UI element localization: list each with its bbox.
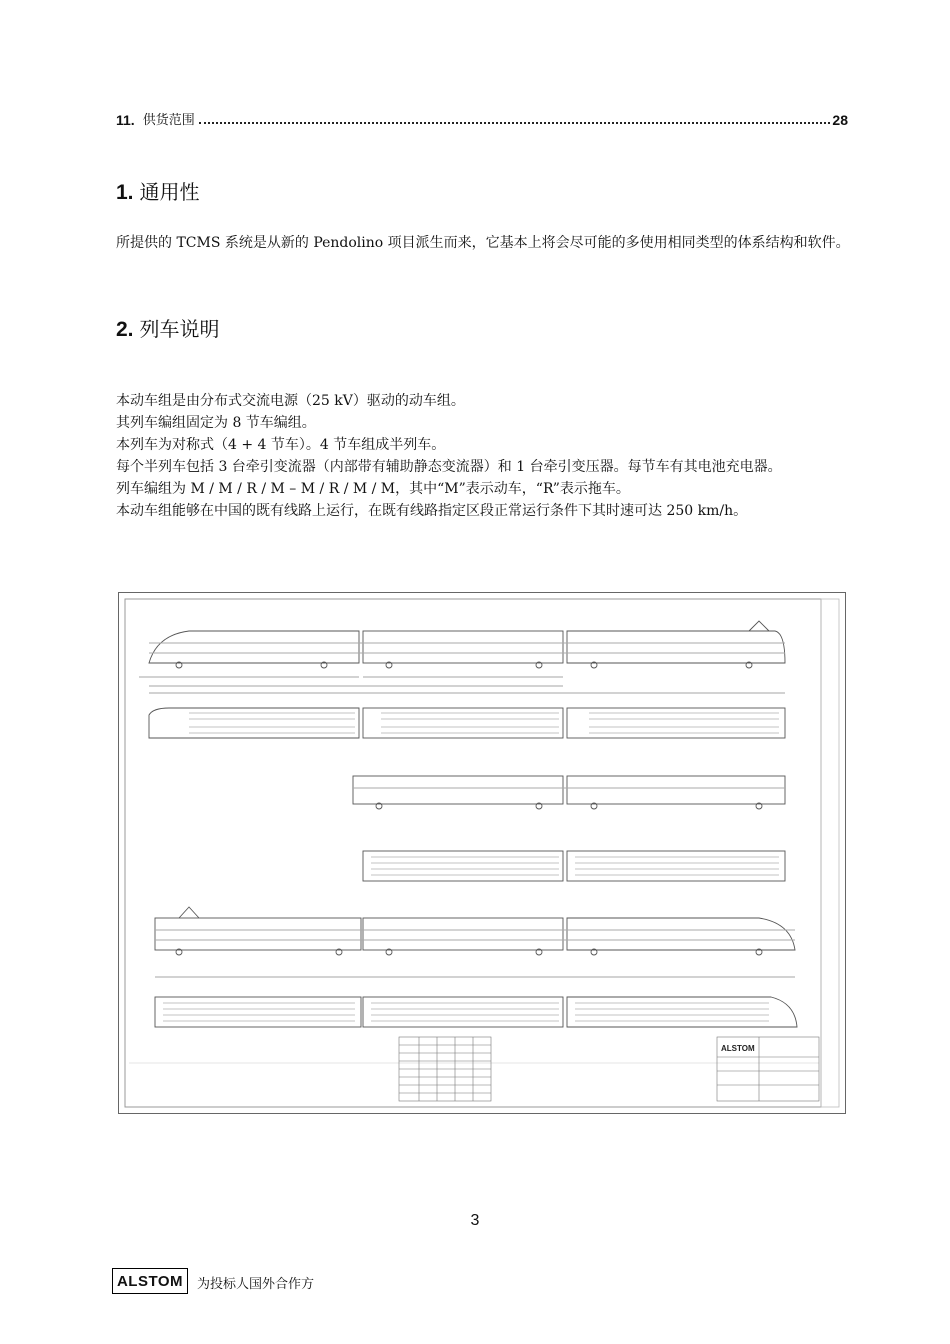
toc-entry-number: 11.: [116, 112, 135, 128]
section-1-heading: [116, 176, 200, 205]
row-6-plan-view: [155, 997, 797, 1027]
section-2-number: 2.: [116, 318, 134, 341]
section-1-title: 通用性: [139, 180, 200, 204]
alstom-logo: ALSTOM: [112, 1268, 188, 1294]
toc-entry-title: 供货范围: [142, 113, 195, 128]
section-2-line: 其列车编组固定为 8 节车编组。: [116, 415, 316, 431]
section-2-line: 本动车组能够在中国的既有线路上运行，在既有线路指定区段正常运行条件下其时速可达 250 km/h。: [116, 503, 748, 519]
seat-summary-table: [399, 1037, 491, 1101]
row-6-seat-grid: [163, 1003, 769, 1021]
row-4-plan-view: [363, 851, 785, 881]
footer-text: 为投标人国外合作方: [197, 1277, 315, 1292]
title-block-logo: ALSTOM: [721, 1044, 755, 1053]
row-4-seat-grid: [371, 857, 779, 875]
row-1-side-elevation: [149, 621, 785, 668]
section-1-number: 1.: [116, 181, 134, 204]
section-2-line: 本列车为对称式（4 + 4 节车）。4 节车组成半列车。: [116, 437, 446, 453]
section-1-paragraph: 所提供的 TCMS 系统是从新的 Pendolino 项目派生而来，它基本上将会尽可能的多使用相同类型的体系结构和软件。: [116, 235, 850, 251]
page-number: 3: [470, 1212, 480, 1229]
section-2-line: 每个半列车包括 3 台牵引变流器（内部带有辅助静态变流器）和 1 台牵引变压器。每节车有其电池充电器。: [116, 459, 782, 475]
engineering-drawing-svg: [119, 593, 845, 1113]
row-5-side-elevation: [155, 907, 795, 955]
row-2-plan-view: [149, 708, 785, 738]
row-2-seat-grid: [189, 713, 779, 733]
toc-entry-page: 28: [832, 112, 848, 128]
row-1-dimension-lines: [139, 677, 785, 693]
section-2-line: 本动车组是由分布式交流电源（25 kV）驱动的动车组。: [116, 393, 465, 409]
row-3-side-elevation: [353, 776, 785, 809]
section-2-body: [116, 390, 851, 522]
section-2-line: 列车编组为 M / M / R / M – M / R / M / M，其中“M”表示动车，“R”表示拖车。: [116, 481, 630, 497]
section-2-heading: [116, 313, 220, 342]
section-1-body: [116, 232, 851, 254]
train-formation-drawing: [118, 592, 846, 1114]
toc-leader-dots: [199, 122, 831, 124]
section-2-title: 列车说明: [139, 317, 220, 341]
toc-entry[interactable]: [116, 108, 848, 128]
